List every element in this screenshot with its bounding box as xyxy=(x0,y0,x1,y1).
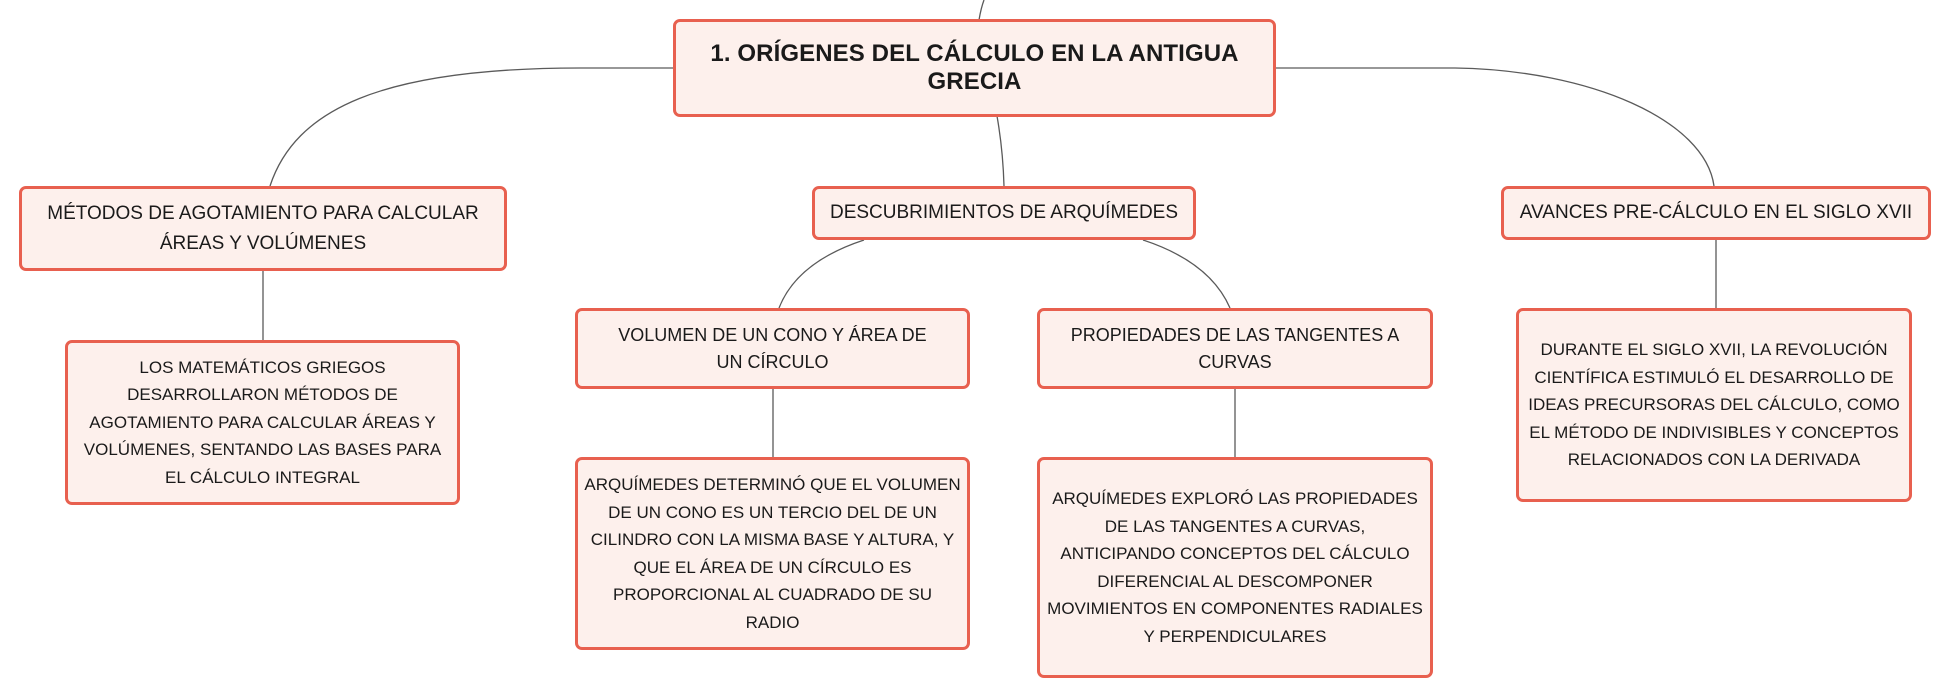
detail-cone-node[interactable] xyxy=(575,457,970,650)
detail-precalculus-text: DURANTE EL SIGLO XVII, LA REVOLUCIÓN CIENTÍFICA ESTIMULÓ EL DESARROLLO DE IDEAS PRECURSORAS DEL CÁLCULO, COMO EL MÉTODO DE INDIVISIBLES Y CONCEPTOS RELACIONADOS CON LA DERIVADA xyxy=(1528,340,1900,470)
connector-root-to-exhaustion xyxy=(270,68,675,186)
detail-tangents-node[interactable] xyxy=(1037,457,1433,678)
topic-archimedes-label: DESCUBRIMIENTOS DE ARQUÍMEDES xyxy=(829,202,1179,223)
topic-exhaustion-node[interactable] xyxy=(19,186,507,271)
detail-cone-text: ARQUÍMEDES DETERMINÓ QUE EL VOLUMEN DE UN CONO ES UN TERCIO DEL DE UN CILINDRO CON LA MISMA BASE Y ALTURA, Y QUE EL ÁREA DE UN CÍRCULO ES PROPORCIONAL AL CUADRADO DE SU RADIO xyxy=(584,475,961,632)
connector-root-to-archimedes xyxy=(997,116,1004,186)
connector-root-to-parent xyxy=(979,0,984,20)
topic-precalculus-label: AVANCES PRE-CÁLCULO EN EL SIGLO XVII xyxy=(1519,202,1913,223)
connector-archimedes-to-tangents xyxy=(1143,240,1230,308)
detail-exhaustion-text: LOS MATEMÁTICOS GRIEGOS DESARROLLARON MÉTODOS DE AGOTAMIENTO PARA CALCULAR ÁREAS Y VOLÚMENES, SENTANDO LAS BASES PARA EL CÁLCULO INTEGRAL xyxy=(83,357,442,487)
detail-tangents-text: ARQUÍMEDES EXPLORÓ LAS PROPIEDADES DE LAS TANGENTES A CURVAS, ANTICIPANDO CONCEPTOS DEL CÁLCULO DIFERENCIAL AL DESCOMPONER MOVIMIENTOS EN COMPONENTES RADIALES Y PERPENDICULARES xyxy=(1047,489,1423,646)
root-topic-node[interactable] xyxy=(673,19,1276,117)
subtopic-tangents-label: PROPIEDADES DE LAS TANGENTES A CURVAS xyxy=(1070,324,1400,372)
detail-precalculus-node[interactable] xyxy=(1516,308,1912,502)
connector-archimedes-to-cone xyxy=(779,240,864,308)
subtopic-tangents-node[interactable] xyxy=(1037,308,1433,389)
detail-exhaustion-node[interactable] xyxy=(65,340,460,505)
topic-exhaustion-label: MÉTODOS DE AGOTAMIENTO PARA CALCULAR ÁREAS Y VOLÚMENES xyxy=(47,202,479,254)
topic-precalculus-node[interactable] xyxy=(1501,186,1931,240)
subtopic-cone-label: VOLUMEN DE UN CONO Y ÁREA DE UN CÍRCULO xyxy=(618,324,927,372)
subtopic-cone-node[interactable] xyxy=(575,308,970,389)
root-topic-label: 1. ORÍGENES DEL CÁLCULO EN LA ANTIGUA GRECIA xyxy=(710,40,1239,95)
topic-archimedes-node[interactable] xyxy=(812,186,1196,240)
connector-root-to-precalculus xyxy=(1274,68,1714,186)
